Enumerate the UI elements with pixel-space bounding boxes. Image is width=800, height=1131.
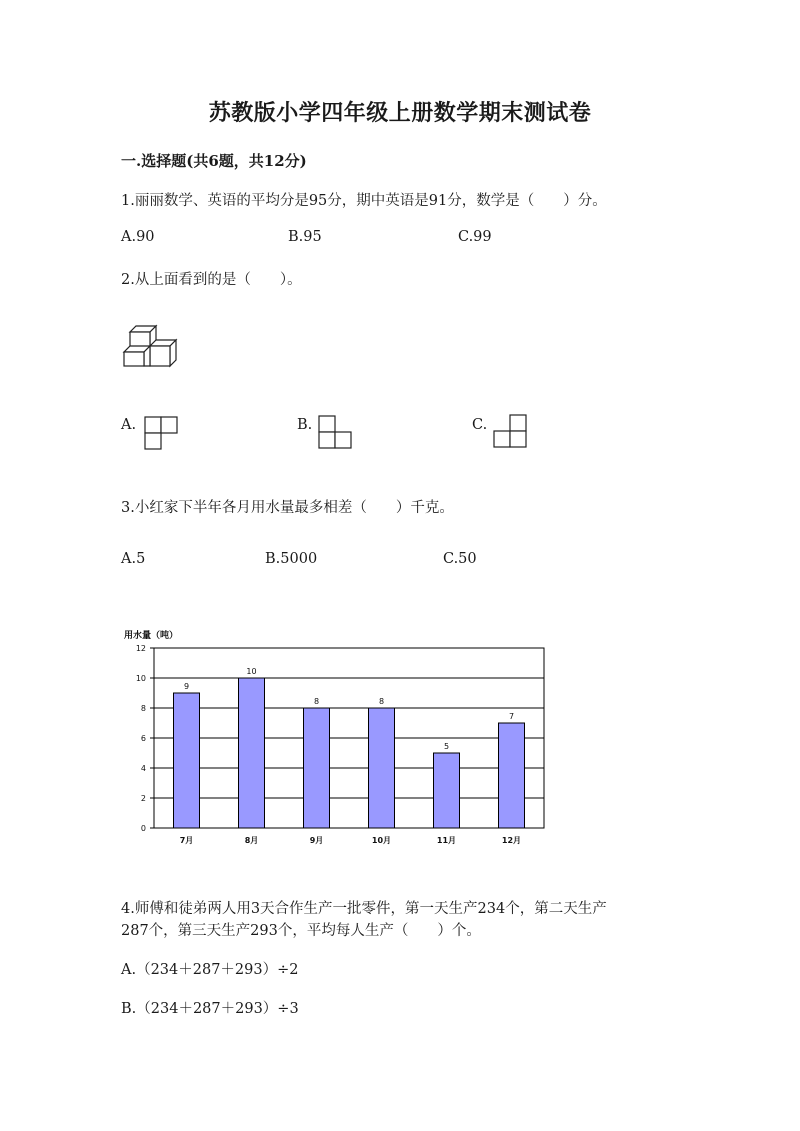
chart-bar [499,723,525,828]
question-3: 3.小红家下半年各月用水量最多相差（ ）千克。 [121,500,454,516]
chart-y-tick-label: 6 [140,734,146,743]
chart-data-label: 10 [246,667,257,676]
q4-option-a[interactable]: A.（234＋287＋293）÷2 [121,962,299,978]
chart-bar [369,708,395,828]
chart-y-tick-label: 10 [135,674,146,683]
chart-bar [174,693,200,828]
chart-data-label: 5 [443,742,450,751]
q1-option-c[interactable]: C.99 [458,229,492,245]
chart-x-tick-label: 7月 [179,836,194,845]
q2-option-c-figure [493,414,527,448]
chart-bar [239,678,265,828]
chart-x-tick-label: 10月 [371,836,392,845]
chart-y-tick-label: 2 [140,794,146,803]
chart-data-label: 8 [313,697,320,706]
water-usage-chart [120,626,550,854]
chart-bar [304,708,330,828]
q2-option-a-figure [144,416,178,450]
chart-x-tick-label: 9月 [309,836,324,845]
question-4-line-2: 287个，第三天生产293个，平均每人生产（ ）个。 [121,923,481,939]
chart-x-tick-label: 11月 [436,836,457,845]
chart-y-axis-label: 用水量（吨） [124,631,179,641]
chart-data-label: 9 [183,682,190,691]
q3-option-b[interactable]: B.5000 [265,551,318,567]
question-4-line-1: 4.师傅和徒弟两人用3天合作生产一批零件，第一天生产234个，第二天生产 [121,901,607,917]
question-2: 2.从上面看到的是（ ）。 [121,272,302,288]
cube-stack-figure [120,322,182,368]
chart-x-tick-label: 12月 [501,836,522,845]
q1-option-b[interactable]: B.95 [288,229,322,245]
question-1: 1.丽丽数学、英语的平均分是95分，期中英语是91分，数学是（ ）分。 [121,193,607,209]
chart-bar [434,753,460,828]
q2-option-b[interactable]: B. [297,417,313,433]
q2-option-c[interactable]: C. [472,417,488,433]
q2-option-a[interactable]: A. [121,417,137,433]
q1-option-a[interactable]: A.90 [121,229,155,245]
chart-y-tick-label: 0 [140,824,146,833]
chart-x-tick-label: 8月 [244,836,259,845]
section-heading: 一.选择题(共6题，共12分) [121,152,307,170]
q3-option-a[interactable]: A.5 [121,551,146,567]
chart-data-label: 8 [378,697,385,706]
q2-option-b-figure [318,415,352,449]
chart-y-tick-label: 12 [135,644,146,653]
q3-option-c[interactable]: C.50 [443,551,477,567]
page-title: 苏教版小学四年级上册数学期末测试卷 [208,100,592,126]
q4-option-b[interactable]: B.（234＋287＋293）÷3 [121,1001,299,1017]
chart-y-tick-label: 8 [140,704,146,713]
chart-data-label: 7 [508,712,515,721]
chart-y-tick-label: 4 [140,764,146,773]
